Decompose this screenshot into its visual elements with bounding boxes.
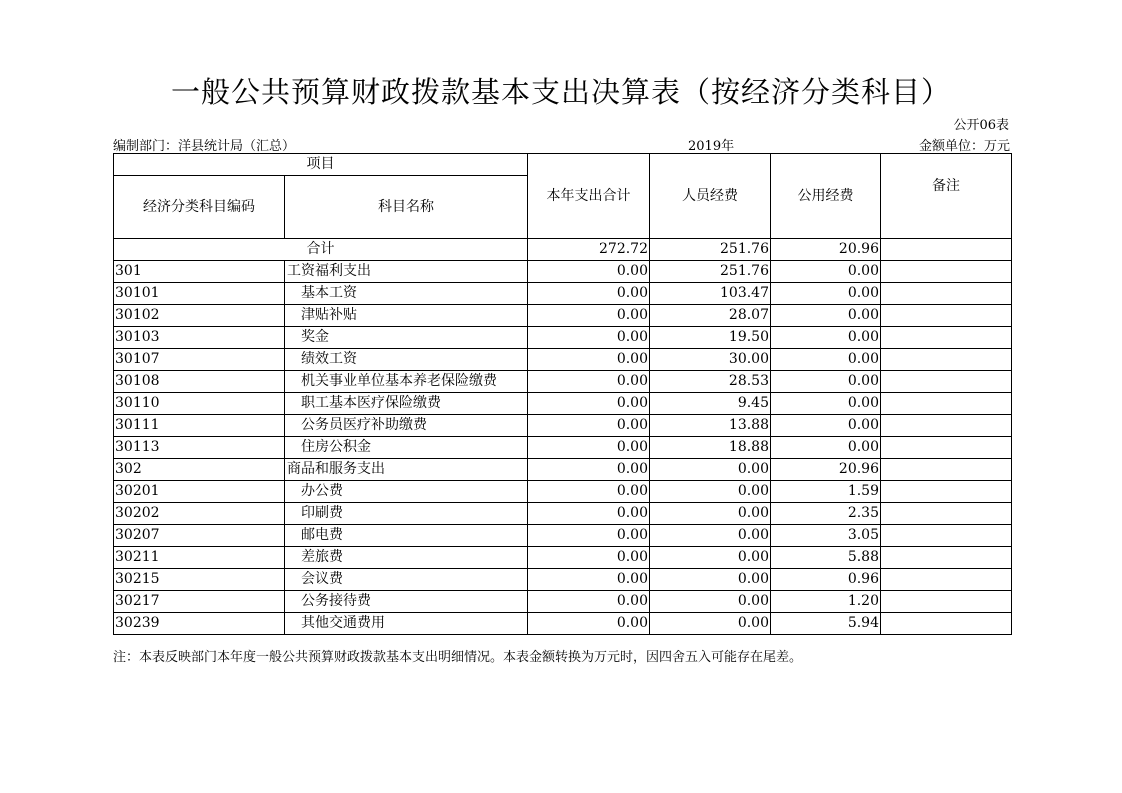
row-public: 0.00 [771, 261, 881, 283]
header-personnel: 人员经费 [650, 154, 771, 239]
row-personnel: 0.00 [650, 481, 771, 503]
row-personnel: 0.00 [650, 547, 771, 569]
row-code: 301 [114, 261, 285, 283]
table-row [114, 525, 1012, 547]
row-remark [881, 393, 1012, 415]
row-personnel: 28.53 [650, 371, 771, 393]
row-total: 0.00 [528, 415, 650, 437]
row-remark [881, 503, 1012, 525]
row-public: 0.00 [771, 437, 881, 459]
row-personnel: 251.76 [650, 261, 771, 283]
total-public: 20.96 [771, 239, 881, 261]
row-total: 0.00 [528, 283, 650, 305]
row-code: 30211 [114, 547, 285, 569]
row-total: 0.00 [528, 437, 650, 459]
header-remark: 备注 [881, 154, 1012, 239]
row-name: 公务接待费 [285, 591, 528, 613]
row-remark [881, 349, 1012, 371]
row-public: 0.00 [771, 327, 881, 349]
row-name: 奖金 [285, 327, 528, 349]
row-total: 0.00 [528, 503, 650, 525]
row-total: 0.00 [528, 371, 650, 393]
row-public: 1.59 [771, 481, 881, 503]
row-total: 0.00 [528, 305, 650, 327]
row-personnel: 0.00 [650, 569, 771, 591]
row-public: 20.96 [771, 459, 881, 481]
row-code: 30217 [114, 591, 285, 613]
table-row [114, 305, 1012, 327]
table-row [114, 459, 1012, 481]
row-total: 0.00 [528, 547, 650, 569]
row-code: 30108 [114, 371, 285, 393]
row-public: 0.00 [771, 393, 881, 415]
table-row [114, 283, 1012, 305]
row-name: 办公费 [285, 481, 528, 503]
row-public: 0.96 [771, 569, 881, 591]
row-code: 30201 [114, 481, 285, 503]
header-name: 科目名称 [285, 176, 528, 239]
row-code: 30111 [114, 415, 285, 437]
row-code: 30110 [114, 393, 285, 415]
table-row [114, 437, 1012, 459]
row-name: 工资福利支出 [285, 261, 528, 283]
expenditure-table [113, 153, 1012, 635]
row-remark [881, 327, 1012, 349]
row-remark [881, 613, 1012, 635]
row-name: 印刷费 [285, 503, 528, 525]
row-total: 0.00 [528, 327, 650, 349]
row-remark [881, 459, 1012, 481]
row-public: 2.35 [771, 503, 881, 525]
row-personnel: 0.00 [650, 591, 771, 613]
row-name: 绩效工资 [285, 349, 528, 371]
total-label: 合计 [114, 239, 528, 261]
form-number: 公开06表 [953, 118, 1009, 133]
total-row [114, 239, 1012, 261]
row-personnel: 9.45 [650, 393, 771, 415]
page-title: 一般公共预算财政拨款基本支出决算表（按经济分类科目） [170, 75, 951, 109]
row-remark [881, 525, 1012, 547]
row-name: 商品和服务支出 [285, 459, 528, 481]
header-item: 项目 [114, 154, 528, 176]
row-public: 0.00 [771, 371, 881, 393]
row-public: 5.94 [771, 613, 881, 635]
table-row [114, 547, 1012, 569]
header-code: 经济分类科目编码 [114, 176, 285, 239]
row-remark [881, 569, 1012, 591]
row-total: 0.00 [528, 393, 650, 415]
row-code: 30102 [114, 305, 285, 327]
table-row [114, 327, 1012, 349]
row-name: 差旅费 [285, 547, 528, 569]
row-public: 0.00 [771, 349, 881, 371]
row-remark [881, 591, 1012, 613]
report-meta [113, 135, 1010, 153]
header-row-1 [114, 154, 1012, 176]
row-remark [881, 437, 1012, 459]
row-code: 30202 [114, 503, 285, 525]
table-row [114, 613, 1012, 635]
table-note: 注：本表反映部门本年度一般公共预算财政拨款基本支出明细情况。本表金额转换为万元时，因四舍五入可能存在尾差。 [113, 650, 803, 665]
row-public: 5.88 [771, 547, 881, 569]
row-remark [881, 547, 1012, 569]
row-public: 0.00 [771, 283, 881, 305]
row-name: 邮电费 [285, 525, 528, 547]
row-public: 0.00 [771, 415, 881, 437]
table-row [114, 393, 1012, 415]
row-code: 30101 [114, 283, 285, 305]
row-name: 其他交通费用 [285, 613, 528, 635]
row-name: 基本工资 [285, 283, 528, 305]
row-personnel: 0.00 [650, 503, 771, 525]
row-total: 0.00 [528, 525, 650, 547]
row-personnel: 0.00 [650, 613, 771, 635]
row-total: 0.00 [528, 481, 650, 503]
row-remark [881, 305, 1012, 327]
table-row [114, 591, 1012, 613]
total-total: 272.72 [528, 239, 650, 261]
row-remark [881, 415, 1012, 437]
row-code: 30207 [114, 525, 285, 547]
table-row [114, 371, 1012, 393]
row-code: 30239 [114, 613, 285, 635]
table-row [114, 503, 1012, 525]
unit-label: 金额单位：万元 [918, 139, 1010, 154]
table-row [114, 481, 1012, 503]
row-public: 0.00 [771, 305, 881, 327]
row-total: 0.00 [528, 261, 650, 283]
row-total: 0.00 [528, 349, 650, 371]
row-remark [881, 371, 1012, 393]
row-personnel: 18.88 [650, 437, 771, 459]
row-personnel: 0.00 [650, 525, 771, 547]
total-remark [881, 239, 1012, 261]
row-public: 3.05 [771, 525, 881, 547]
row-remark [881, 261, 1012, 283]
row-personnel: 103.47 [650, 283, 771, 305]
year-label: 2019年 [688, 139, 735, 154]
department-label: 编制部门：洋县统计局（汇总） [113, 139, 296, 154]
row-name: 住房公积金 [285, 437, 528, 459]
row-total: 0.00 [528, 569, 650, 591]
row-name: 会议费 [285, 569, 528, 591]
row-name: 津贴补贴 [285, 305, 528, 327]
table-row [114, 569, 1012, 591]
row-total: 0.00 [528, 613, 650, 635]
table-row [114, 415, 1012, 437]
row-name: 公务员医疗补助缴费 [285, 415, 528, 437]
row-total: 0.00 [528, 591, 650, 613]
row-remark [881, 481, 1012, 503]
row-public: 1.20 [771, 591, 881, 613]
row-code: 30103 [114, 327, 285, 349]
header-total: 本年支出合计 [528, 154, 650, 239]
row-code: 302 [114, 459, 285, 481]
row-total: 0.00 [528, 459, 650, 481]
row-personnel: 0.00 [650, 459, 771, 481]
table-row [114, 349, 1012, 371]
row-remark [881, 283, 1012, 305]
row-personnel: 30.00 [650, 349, 771, 371]
row-personnel: 19.50 [650, 327, 771, 349]
row-name: 职工基本医疗保险缴费 [285, 393, 528, 415]
header-public: 公用经费 [771, 154, 881, 239]
row-code: 30113 [114, 437, 285, 459]
row-personnel: 28.07 [650, 305, 771, 327]
row-name: 机关事业单位基本养老保险缴费 [285, 371, 528, 393]
total-personnel: 251.76 [650, 239, 771, 261]
row-personnel: 13.88 [650, 415, 771, 437]
row-code: 30107 [114, 349, 285, 371]
row-code: 30215 [114, 569, 285, 591]
table-row [114, 261, 1012, 283]
